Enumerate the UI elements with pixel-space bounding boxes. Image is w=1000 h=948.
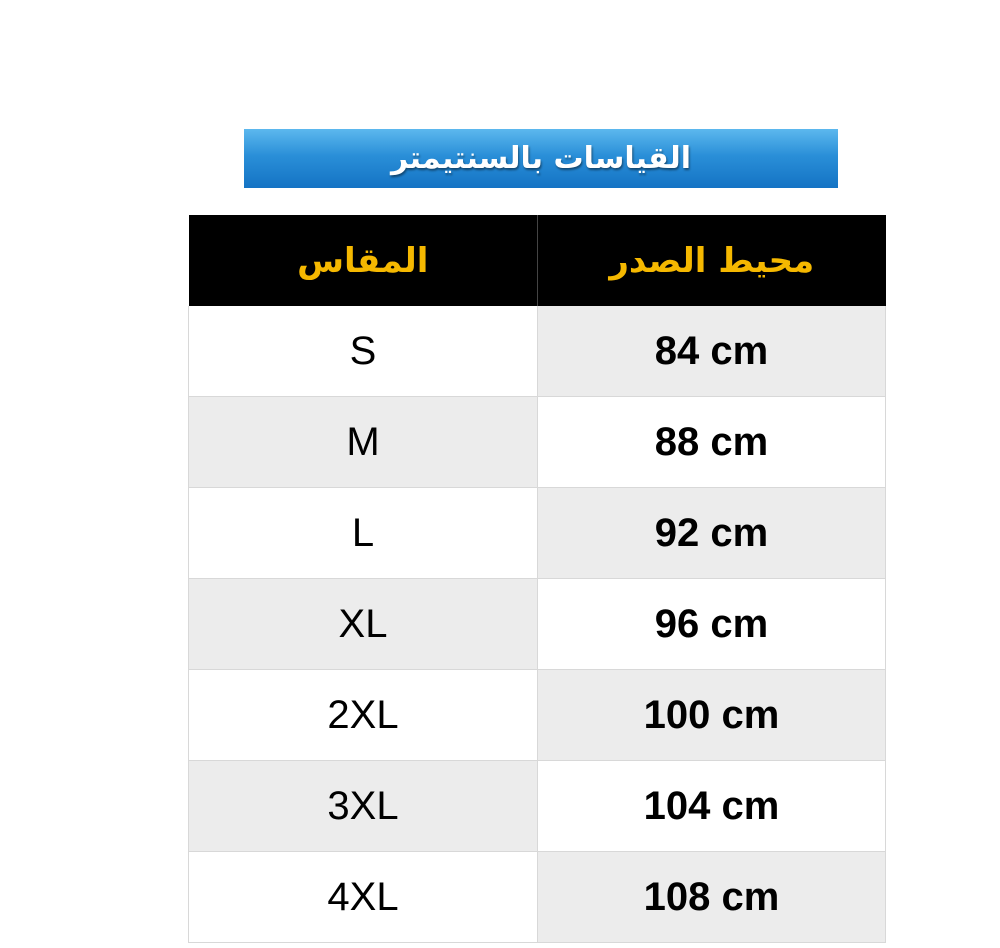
size-cell: 2XL [189,670,538,761]
size-cell: 4XL [189,852,538,943]
chest-cell: 96 cm [538,579,886,670]
chest-cell: 88 cm [538,397,886,488]
size-column-header: المقاس [189,215,538,306]
chest-column-header: محيط الصدر [538,215,886,306]
size-cell: S [189,306,538,397]
table-header-row [189,215,886,306]
chest-cell: 108 cm [538,852,886,943]
page-title: القياسات بالسنتيمتر [390,141,692,176]
table-row [189,488,886,579]
chest-cell: 84 cm [538,306,886,397]
table-row [189,761,886,852]
size-cell: M [189,397,538,488]
table-row [189,670,886,761]
chest-cell: 104 cm [538,761,886,852]
size-chart-table [188,215,886,943]
size-cell: 3XL [189,761,538,852]
table-row [189,397,886,488]
table-row [189,306,886,397]
size-cell: L [189,488,538,579]
table-row [189,852,886,943]
title-banner [244,129,838,188]
size-cell: XL [189,579,538,670]
chest-cell: 92 cm [538,488,886,579]
table-row [189,579,886,670]
chest-cell: 100 cm [538,670,886,761]
